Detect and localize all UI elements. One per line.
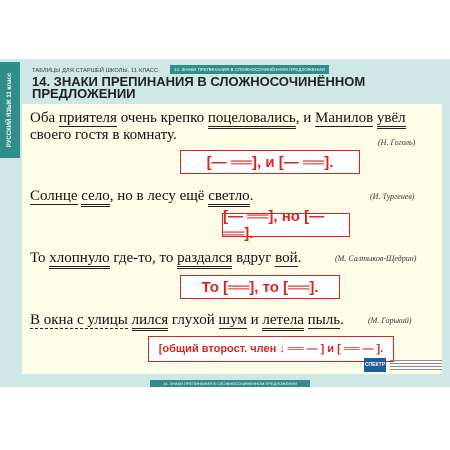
author-1: (Н. Гоголь) [378,138,416,147]
scheme-box-1: [— ══], и [— ══]. [180,150,360,174]
text: глухой [168,312,219,328]
subject-side-tab [0,62,20,158]
text: своего гостя в комнату. [30,127,177,143]
footer-strip: 14. ЗНАКИ ПРЕПИНАНИЯ В СЛОЖНОСОЧИНЁННОМ ПРЕДЛОЖЕНИИ [150,380,310,387]
subject: Манилов [315,110,374,126]
subject: Солнце [30,188,78,204]
secondary-member: В окна с улицы [30,312,128,328]
subject: приятеля [58,110,117,126]
publisher-logo: СПЕКТР [364,358,386,372]
text: , и [295,110,316,126]
text: . [297,250,302,266]
predicate: раздался [177,250,232,269]
subject: шум [218,312,247,328]
text: То [30,250,50,266]
predicate: увёл [377,110,406,129]
subject: пыль [307,312,341,328]
text: . [249,188,254,204]
author-3: (М. Салтыков-Щедрин) [335,254,417,263]
text: где-то, то [109,250,178,266]
predicate: лился [132,312,169,331]
title-line-2: ПРЕДЛОЖЕНИИ [32,86,136,101]
predicate: хлопнуло [49,250,109,269]
series-caption: ТАБЛИЦЫ ДЛЯ СТАРШЕЙ ШКОЛЫ. 11 КЛАСС [32,68,159,74]
text: вдруг [232,250,276,266]
text: Оба [30,110,59,126]
scheme-box-3: То [══], то [══]. [180,275,340,299]
page-title [32,76,412,100]
sentence-2 [30,188,350,205]
sentence-3 [30,250,350,267]
scheme-box-2: [— ══], но [— ══]. [222,213,350,237]
sentence-4 [30,312,370,329]
predicate: поцеловались [208,110,296,129]
side-tab-text: РУССКИЙ ЯЗЫК 11 класс [7,72,13,148]
text: . [340,312,344,328]
title-line-1: 14. ЗНАКИ ПРЕПИНАНИЯ В СЛОЖНОСОЧИНЁННОМ [32,74,366,89]
predicate: село [81,188,109,207]
predicate: летела [262,312,304,331]
predicate: светло [208,188,249,207]
author-4: (М. Горький) [368,316,412,325]
text: , но в лесу ещё [109,188,209,204]
text: и [246,312,263,328]
text: очень крепко [116,110,208,126]
header-strip: 14. ЗНАКИ ПРЕПИНАНИЯ В СЛОЖНОСОЧИНЁННОМ ПРЕДЛОЖЕНИИ [170,65,329,74]
subject: вой [275,250,298,266]
publisher-fine-print [390,360,442,372]
author-2: (И. Тургенев) [370,192,415,201]
scheme-box-4: [общий второст. член ↓ ══ — ] и [ ══ — ]. [148,336,394,362]
